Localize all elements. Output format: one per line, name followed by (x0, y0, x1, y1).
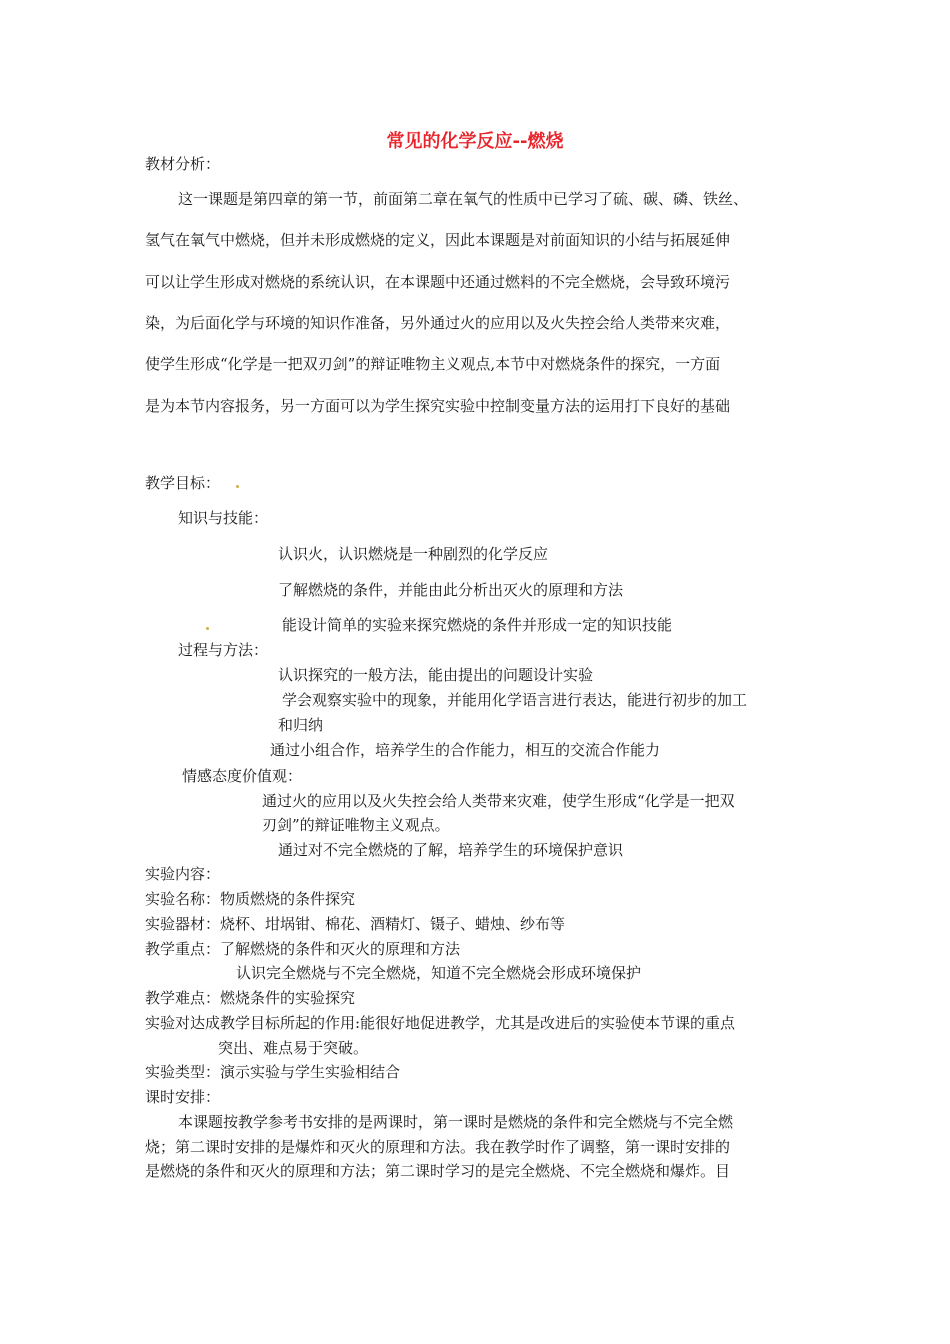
experiment-role-continued: 突出、难点易于突破。 (218, 1039, 369, 1057)
knowledge-item: 了解燃烧的条件，并能由此分析出灭火的原理和方法 (278, 581, 624, 599)
emotion-heading: 情感态度价值观： (182, 767, 303, 785)
experiment-heading: 实验内容： (145, 865, 221, 883)
experiment-role: 实验对达成教学目标所起的作用:能很好地促进教学，尤其是改进后的实验使本节课的重点 (145, 1014, 736, 1032)
knowledge-heading: 知识与技能： (178, 509, 269, 527)
process-item: 和归纳 (278, 716, 324, 734)
key-point: 教学重点：了解燃烧的条件和灭火的原理和方法 (145, 940, 461, 958)
knowledge-item: 能设计简单的实验来探究燃烧的条件并形成一定的知识技能 (282, 616, 673, 634)
document-title: 常见的化学反应--燃烧 (386, 131, 564, 152)
schedule-heading: 课时安排： (145, 1088, 221, 1106)
key-point-continued: 认识完全燃烧与不完全燃烧，知道不完全燃烧会形成环境保护 (236, 964, 642, 982)
emotion-item: 通过火的应用以及火失控会给人类带来灾难，使学生形成“化学是一把双 (262, 792, 735, 810)
experiment-name: 实验名称：物质燃烧的条件探究 (145, 890, 356, 908)
schedule-line: 是燃烧的条件和灭火的原理和方法；第二课时学习的是完全燃烧、不完全燃烧和爆炸。目 (145, 1162, 731, 1180)
emotion-item: 刃剑”的辩证唯物主义观点。 (262, 816, 450, 834)
analysis-heading: 教材分析： (145, 155, 221, 173)
process-item: 通过小组合作，培养学生的合作能力，相互的交流合作能力 (270, 741, 661, 759)
stray-dot (206, 627, 209, 630)
schedule-line: 烧；第二课时安排的是爆炸和灭火的原理和方法。我在教学时作了调整，第一课时安排的 (145, 1138, 731, 1156)
process-heading: 过程与方法： (178, 641, 269, 659)
process-item: 学会观察实验中的现象，并能用化学语言进行表达，能进行初步的加工 (282, 691, 748, 709)
difficulty: 教学难点：燃烧条件的实验探究 (145, 989, 356, 1007)
experiment-type: 实验类型：演示实验与学生实验相结合 (145, 1063, 401, 1081)
goals-heading: 教学目标： (145, 474, 221, 492)
emotion-item: 通过对不完全燃烧的了解，培养学生的环境保护意识 (278, 841, 624, 859)
analysis-line: 可以让学生形成对燃烧的系统认识，在本课题中还通过燃料的不完全燃烧，会导致环境污 (145, 273, 731, 291)
analysis-line: 氢气在氧气中燃烧，但并未形成燃烧的定义，因此本课题是对前面知识的小结与拓展延伸 (145, 231, 731, 249)
schedule-line: 本课题按教学参考书安排的是两课时，第一课时是燃烧的条件和完全燃烧与不完全燃 (178, 1113, 734, 1131)
knowledge-item: 认识火，认识燃烧是一种剧烈的化学反应 (278, 545, 549, 563)
analysis-line: 是为本节内容报务，另一方面可以为学生探究实验中控制变量方法的运用打下良好的基础 (145, 397, 731, 415)
analysis-line: 染，为后面化学与环境的知识作准备，另外通过火的应用以及火失控会给人类带来灾难， (145, 314, 731, 332)
experiment-equipment: 实验器材：烧杯、坩埚钳、棉花、酒精灯、镊子、蜡烛、纱布等 (145, 915, 566, 933)
process-item: 认识探究的一般方法，能由提出的问题设计实验 (278, 666, 594, 684)
stray-dot (236, 485, 239, 488)
analysis-line: 这一课题是第四章的第一节，前面第二章在氧气的性质中已学习了硫、碳、磷、铁丝、 (178, 190, 749, 208)
analysis-line: 使学生形成“化学是一把双刃剑”的辩证唯物主义观点,本节中对燃烧条件的探究，一方面 (145, 355, 721, 373)
